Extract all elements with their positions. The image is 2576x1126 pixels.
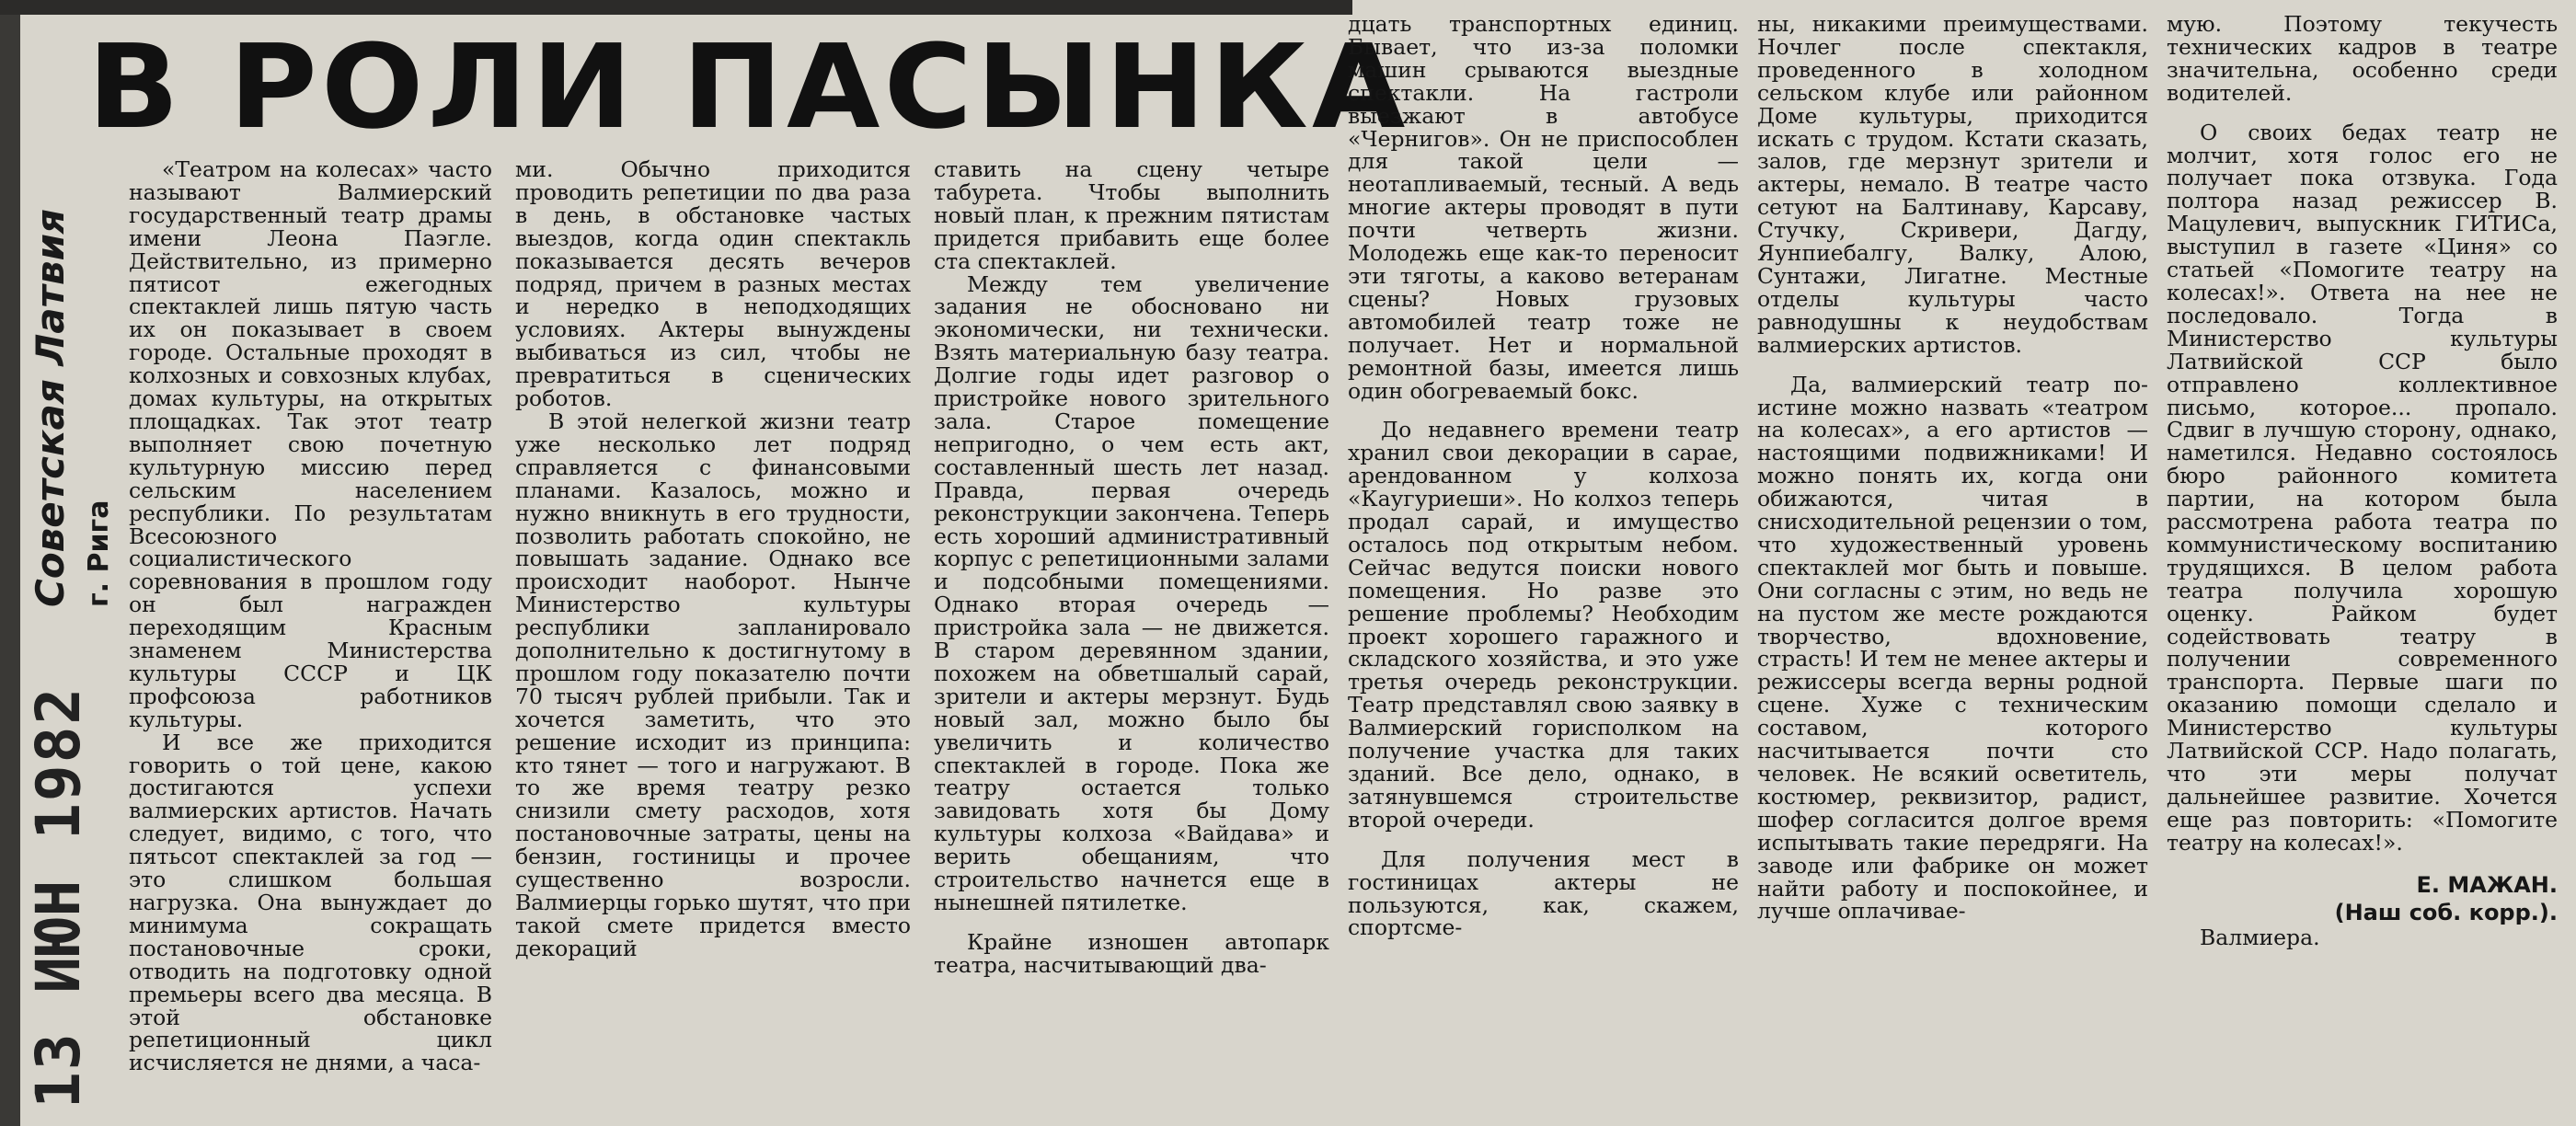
torn-edge-left: [0, 0, 20, 1126]
source-stamp: [18, 209, 147, 607]
article-headline: В РОЛИ ПАСЫНКА: [87, 19, 1409, 155]
article-column-5: [1757, 13, 2148, 1126]
stamp-city: г. Рига: [83, 500, 115, 607]
paragraph: Крайне изношен автопарк театра, насчитывающий два-: [934, 928, 1329, 978]
paragraph-gap: [2167, 105, 2558, 121]
paragraph-gap: [1757, 357, 2148, 373]
paragraph: Да, валмиерский театр по-истине можно назвать «театром на колесах», а его артистов — настоящими подвижниками! И можно понять их, когда они обижаются, читая в снисходительной рецензии о том, что художественный уровень спектаклей мог быть и повыше. Они согласны с этим, но ведь не на пустом же месте рождаются творчество, вдохновение, страсть! И тем не менее актеры и режиссеры всегда верны родной сцене. Хуже с техническим составом, которого насчитывается почти сто человек. Не всякий осветитель, костюмер, реквизитор, радист, шофер согласится долгое время испытывать такие передряги. На заводе или фабрике он может найти работу и поспокойнее, и лучше оплачивае-: [1757, 371, 2148, 925]
torn-edge-top: [0, 0, 1352, 15]
article-column-6: [2167, 13, 2558, 1126]
paragraph-gap: [2167, 855, 2558, 871]
paragraph: До недавнего времени театр хранил свои декорации в сарае, арендованном у колхоза «Каугуриеши». Но колхоз теперь продал сарай, и имущество осталось под открытым небом. Сейчас ведутся поиски нового помещения. Но разве это решение проблемы? Необходим проект хорошего гаражного и складского хозяйства, и это уже третья очередь реконструкции. Театр представлял свою заявку в Валмиерский горисполком на получение участка для таких зданий. Все дело, однако, в затянувшемся строительстве второй очереди.: [1348, 417, 1739, 833]
dateline-place: Валмиера.: [2200, 924, 2320, 950]
author-signature: Е. МАЖАН.: [2416, 871, 2558, 898]
article-column-4: [1348, 13, 1739, 1126]
paragraph: И все же приходится говорить о той цене, какою достигаются успехи валмиерских артистов. Начать следует, видимо, с того, что пятьсот спектаклей за год — это слишком большая нагрузка. Она вынуждает до минимума сокращать постановочные сроки, отводить на подготовку одной премьеры всего два месяца. В этой обстановке репетиционный цикл исчисляется не днями, а часа-: [129, 729, 492, 1076]
paragraph: В этой нелегкой жизни театр уже несколько лет подряд справляется с финансовыми планами. Казалось, можно и нужно вникнуть в его трудности, позволить работать спокойно, не повышать задание. Однако все происходит наоборот. Нынче Министерство культуры республики запланировало дополнительно к достигнутому в прошлом году показателю почти 70 тысяч рублей прибыли. Так и хочется заметить, что это решение исходит из принципа: кто тянет — того и нагружают. В то же время театру резко снизили смету расходов, хотя постановочные затраты, цены на бензин, гостиницы и прочее существенно возросли. Валмиерцы горько шутят, что при такой смете придется вместо декораций: [515, 408, 911, 961]
paragraph: ставить на сцену четыре табурета. Чтобы выполнить новый план, к прежним пятистам придется прибавить еще более ста спектаклей.: [934, 158, 1329, 274]
paragraph: мую. Поэтому текучесть технических кадров в театре значительна, особенно среди водителей.: [2167, 13, 2558, 106]
paragraph: ми. Обычно приходится проводить репетиции по два раза в день, в обстановке частых выездов, когда один спектакль показывается десять вечеров подряд, причем в разных местах и нередко в неподходящих условиях. Актеры вынуждены выбиваться из сил, чтобы не превратиться в сценических роботов.: [515, 158, 911, 412]
stamp-newspaper-name: Советская Латвия: [28, 209, 73, 607]
author-role: (Наш соб. корр.).: [2334, 899, 2558, 925]
article-column-2: [515, 158, 911, 1126]
paragraph: О своих бедах театр не молчит, хотя голос его не получает пока отзвука. Года полтора назад режиссер В. Мацулевич, выпускник ГИТИСа, выступил в газете «Циня» со статьей «Помогите театру на колесах!». Ответа на нее не последовало. Тогда в Министерство культуры Латвийской ССР было отправлено коллективное письмо, которое... пропало. Сдвиг в лучшую сторону, однако, наметился. Недавно состоялось бюро районного комитета партии, на котором была рассмотрена работа театра по коммунистическому воспитанию трудящихся. В целом работа театра получила хорошую оценку. Райком будет содействовать театру в получении современного транспорта. Первые шаги по оказанию помощи сделало и Министерство культуры Латвийской ССР. Надо полагать, что эти меры получат дальнейшее развитие. Хочется еще раз повторить: «Помогите театру на колесах!».: [2167, 119, 2558, 856]
date-stamp: 13 ИЮН 1982: [23, 685, 94, 1109]
paragraph: Для получения мест в гостиницах актеры не пользуются, как, скажем, спортсме-: [1348, 845, 1739, 941]
article-column-1: [129, 158, 492, 1126]
paragraph: Между тем увеличение задания не обосновано ни экономически, ни технически. Взять материальную базу театра. Долгие годы идет разговор о пристройке нового зрительного зала. Старое помещение непригодно, о чем есть акт, составленный шесть лет назад. Правда, первая очередь реконструкции закончена. Теперь есть хороший административный корпус с репетиционными залами и подсобными помещениями. Однако вторая очередь — пристройка зала — не движется. В старом деревянном здании, похожем на обветшалый сарай, зрители и актеры мерзнут. Будь новый зал, можно было бы увеличить и количество спектаклей в городе. Пока же театру остается только завидовать хотя бы Дому культуры колхоза «Вайдава» и верить обещаниям, что строительство начнется еще в нынешней пятилетке.: [934, 270, 1329, 915]
article-column-3: [934, 158, 1329, 1126]
paragraph: ны, никакими преимуществами. Ночлег после спектакля, проведенного в холодном сельском клубе или районном Доме культуры, приходится искать с трудом. Кстати сказать, залов, где мерзнут зрители и актеры, немало. В театре часто сетуют на Балтинаву, Карсаву, Стучку, Скривери, Дагду, Яунпиебалгу, Валку, Алою, Сунтажи, Лигатне. Местные отделы культуры часто равнодушны к неудобствам валмиерских артистов.: [1757, 13, 2148, 358]
paragraph: «Театром на колесах» часто называют Валмиерский государственный театр драмы имени Леона Паэгле. Действительно, из примерно пятисот ежегодных спектаклей лишь пятую часть их он показывает в своем городе. Остальные проходят в колхозных и совхозных клубах, домах культуры, на открытых площадках. Так этот театр выполняет свою почетную культурную миссию перед сельским населением республики. По результатам Всесоюзного социалистического соревнования в прошлом году он был награжден переходящим Красным знаменем Министерства культуры СССР и ЦК профсоюза работников культуры.: [129, 158, 492, 732]
paragraph: дцать транспортных единиц. Бывает, что из-за поломки машин срываются выездные спектакли. На гастроли выезжают в автобусе «Чернигов». Он не приспособлен для такой цели — неотапливаемый, тесный. А ведь многие актеры проводят в пути почти четверть жизни. Молодежь еще как-то переносит эти тяготы, а каково ветеранам сцены? Новых грузовых автомобилей театр тоже не получает. Нет и нормальной ремонтной базы, имеется лишь один обогреваемый бокс.: [1348, 13, 1739, 404]
